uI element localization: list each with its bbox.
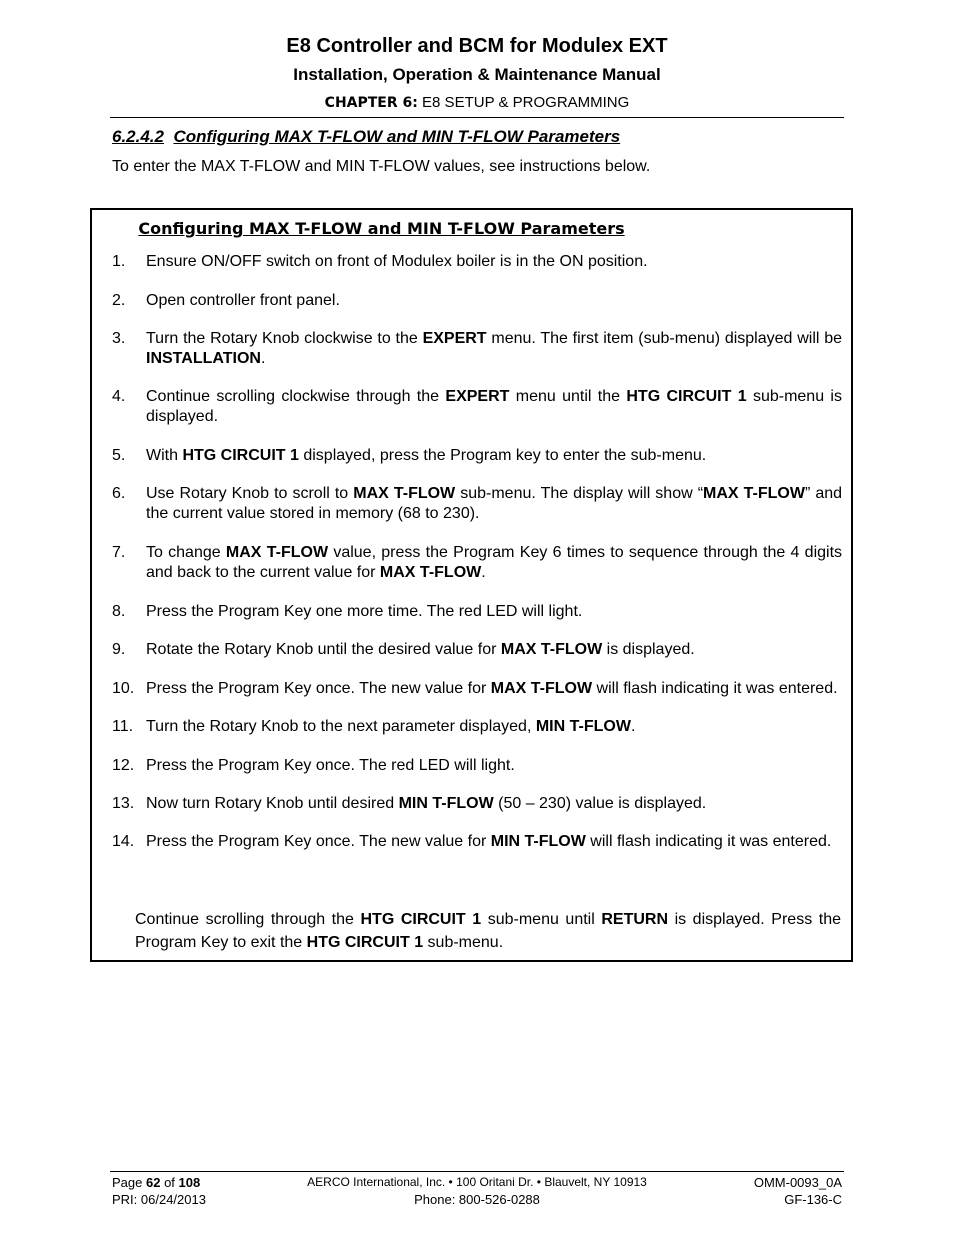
step-text (146, 757, 515, 774)
procedure-step (112, 717, 842, 737)
publish-date: PRI: 06/24/2013 (112, 1192, 206, 1207)
document-subtitle: Installation, Operation & Maintenance Manual (293, 65, 661, 84)
step-number: 8. (112, 603, 126, 620)
bold-term: HTG CIRCUIT 1 (306, 934, 424, 951)
step-number: 1. (112, 253, 126, 270)
text-run: displayed, press the Program key to enter the sub-menu. (298, 447, 707, 464)
step-number: 2. (112, 292, 126, 309)
chapter-label: CHAPTER 6: (324, 95, 418, 111)
text-run: Press the Program Key once. The new value for (146, 680, 491, 697)
step-text (146, 795, 706, 812)
text-run: is displayed. (602, 641, 695, 658)
bold-term: HTG CIRCUIT 1 (626, 388, 747, 405)
text-run: will flash indicating it was entered. (592, 680, 838, 697)
text-run: Use Rotary Knob to scroll to (146, 485, 354, 502)
chapter-title: E8 SETUP & PROGRAMMING (422, 94, 630, 111)
step-number: 14. (112, 833, 135, 850)
procedure-step (112, 794, 842, 814)
procedure-step (112, 640, 842, 660)
procedure-step (112, 832, 842, 852)
bold-term: MAX T-FLOW (500, 641, 603, 658)
text-run: value, press the Program Key 6 times to sequence through the 4 digits and back to the current value for (146, 544, 843, 581)
procedure-step (112, 387, 842, 427)
procedure-step (112, 446, 842, 466)
document-title: E8 Controller and BCM for Modulex EXT (286, 35, 668, 57)
procedure-step (112, 484, 842, 524)
text-run: sub-menu. The display will show “ (455, 485, 704, 502)
step-number: 9. (112, 641, 126, 658)
text-run: will flash indicating it was entered. (585, 833, 832, 850)
page-number: Page 62 of 108 (112, 1175, 201, 1190)
text-run: menu. The first item (sub-menu) displayed will be (486, 330, 843, 347)
text-run: With (146, 447, 183, 464)
step-text (146, 603, 582, 620)
section-number: 6.2.4.2 (112, 127, 164, 146)
bold-term: EXPERT (445, 388, 510, 405)
step-number: 3. (112, 330, 126, 347)
step-number: 6. (112, 485, 126, 502)
footer-right (754, 1174, 842, 1208)
step-number: 7. (112, 544, 126, 561)
procedure-step (112, 329, 842, 369)
step-text (146, 292, 340, 309)
bold-term: MAX T-FLOW (379, 564, 482, 581)
text-run: Now turn Rotary Knob until desired (146, 795, 399, 812)
procedure-step (112, 252, 842, 272)
step-text (146, 641, 695, 658)
text-run: Rotate the Rotary Knob until the desired value for (146, 641, 501, 658)
document-id: OMM-0093_0A (753, 1175, 842, 1190)
text-run: (50 – 230) value is displayed. (493, 795, 707, 812)
bold-term: MAX T-FLOW (225, 544, 329, 561)
text-run: Press the Program Key once. The red LED will light. (146, 757, 515, 774)
step-text (146, 447, 706, 464)
section-heading (112, 127, 620, 147)
company-phone: Phone: 800-526-0288 (414, 1192, 540, 1207)
text-run: To change (146, 544, 226, 561)
section-title: Configuring MAX T-FLOW and MIN T-FLOW Parameters (173, 127, 621, 146)
procedure-step (112, 756, 842, 776)
step-number: 5. (112, 447, 126, 464)
text-run: Continue scrolling clockwise through the (146, 388, 446, 405)
text-run: Turn the Rotary Knob to the next parameter displayed, (146, 718, 536, 735)
step-text (146, 833, 831, 850)
text-run: . (260, 350, 266, 367)
text-run: sub-menu is displayed. (146, 388, 842, 425)
bold-term: HTG CIRCUIT 1 (182, 447, 299, 464)
bold-term: MIN T-FLOW (490, 833, 586, 850)
chapter-heading (0, 94, 954, 111)
procedure-step (112, 602, 842, 622)
text-run: Continue scrolling through the (135, 911, 361, 928)
text-run: Press the Program Key one more time. The red LED will light. (146, 603, 583, 620)
step-text (146, 718, 635, 735)
bold-term: MAX T-FLOW (353, 485, 456, 502)
step-number: 12. (112, 757, 135, 774)
bold-term: MIN T-FLOW (535, 718, 631, 735)
step-text (146, 544, 842, 581)
step-text (146, 680, 838, 697)
text-run: Turn the Rotary Knob clockwise to the (146, 330, 423, 347)
text-run: is displayed. Press the Program Key to exit the (135, 911, 841, 951)
text-run: Open controller front panel. (146, 292, 340, 309)
step-number: 4. (112, 388, 126, 405)
text-run: Ensure ON/OFF switch on front of Modulex boiler is in the ON position. (146, 253, 648, 270)
text-run: ” and the current value stored in memory (68 to 230). (146, 485, 843, 522)
bold-term: RETURN (601, 911, 669, 928)
bold-term: HTG CIRCUIT 1 (360, 911, 482, 928)
bold-term: INSTALLATION (146, 350, 261, 367)
text-run: sub-menu. (423, 934, 504, 951)
step-number: 10. (112, 680, 135, 697)
step-text (146, 330, 842, 367)
section-intro: To enter the MAX T-FLOW and MIN T-FLOW values, see instructions below. (112, 158, 651, 175)
step-text (146, 485, 842, 522)
procedure-closing-note (135, 908, 841, 954)
text-run: menu until the (509, 388, 627, 405)
text-run: . (481, 564, 486, 581)
footer-divider (110, 1171, 844, 1172)
procedure-steps (112, 252, 842, 852)
header-divider (110, 117, 844, 118)
text-run: sub-menu until (481, 911, 602, 928)
procedure-step (112, 679, 842, 699)
procedure-step (112, 291, 842, 311)
company-address: AERCO International, Inc. • 100 Oritani Dr. • Blauvelt, NY 10913 (307, 1175, 647, 1189)
step-number: 13. (112, 795, 135, 812)
procedure-title: Configuring MAX T-FLOW and MIN T-FLOW Parameters (138, 219, 625, 238)
bold-term: MAX T-FLOW (703, 485, 805, 502)
text-run: . (630, 718, 636, 735)
step-text (146, 253, 648, 270)
text-run: Press the Program Key once. The new value for (146, 833, 491, 850)
form-id: GF-136-C (784, 1192, 842, 1207)
procedure-step (112, 543, 842, 583)
bold-term: MAX T-FLOW (490, 680, 593, 697)
step-text (146, 388, 842, 425)
bold-term: MIN T-FLOW (398, 795, 494, 812)
bold-term: EXPERT (422, 330, 487, 347)
step-number: 11. (112, 718, 134, 735)
